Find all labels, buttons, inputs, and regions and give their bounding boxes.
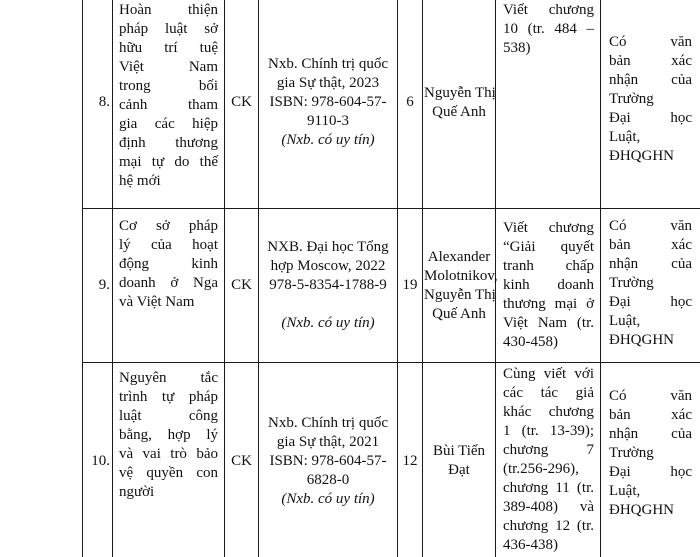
contribution-cell: [496, 0, 601, 209]
book-title-line: cảnh tham: [119, 97, 218, 113]
contribution-line: 430-458): [503, 334, 558, 350]
table-row: [83, 0, 700, 209]
page-count: 6: [398, 0, 423, 209]
book-title-line: trình tự pháp: [119, 389, 218, 405]
book-title-line: định thương: [119, 135, 218, 151]
publisher-cell: [259, 209, 398, 363]
contribution-cell: [496, 209, 601, 363]
contribution-line: 389-408) và: [503, 499, 594, 515]
table-body: [83, 0, 700, 557]
book-title-line: bằng, hợp lý: [119, 427, 218, 443]
confirmation-note-cell: [601, 209, 700, 363]
contribution-line: chương 7: [503, 442, 594, 458]
row-number: 10.: [83, 363, 113, 557]
book-title-line: doanh ở Nga: [119, 275, 218, 291]
publisher-line: 6828-0: [306, 471, 350, 488]
confirmation-note-line: nhận của: [609, 72, 692, 88]
book-title-line: động kinh: [119, 256, 218, 272]
confirmation-note-line: Trường: [609, 91, 654, 107]
publisher-line: Nxb. Chính trị quốc: [268, 56, 388, 72]
book-type: CK: [225, 0, 259, 209]
book-type: CK: [225, 209, 259, 363]
authors-cell: [423, 363, 496, 557]
contribution-line: 538): [503, 40, 531, 56]
contribution-line: 436-438): [503, 537, 558, 553]
book-title-cell: [113, 363, 225, 557]
book-title-line: Hoàn thiện: [119, 2, 218, 18]
publisher-line: Nxb. Chính trị quốc: [268, 414, 388, 431]
publisher-cell: [259, 0, 398, 209]
row-number: 8.: [83, 0, 113, 209]
contribution-line: tranh chấp: [503, 258, 594, 274]
author-line: Bùi Tiến: [432, 443, 486, 459]
confirmation-note-line: bản xác: [609, 407, 692, 423]
publisher-note: (Nxb. có uy tín): [281, 315, 375, 331]
confirmation-note-line: nhận của: [609, 256, 692, 272]
confirmation-note-line: Trường: [609, 275, 654, 291]
book-title-line: vệ quyền con: [119, 465, 218, 481]
confirmation-note-line: Đại học: [609, 294, 692, 310]
author-line: Nguyễn Thị: [424, 286, 496, 303]
book-title-line: gia các hiệp: [119, 116, 218, 132]
contribution-line: Việt Nam (tr.: [503, 315, 594, 331]
confirmation-note-line: bản xác: [609, 53, 692, 69]
book-type: CK: [225, 363, 259, 557]
contribution-line: 1 (tr. 13-39);: [503, 423, 594, 439]
contribution-line: chương 11 (tr.: [503, 480, 594, 496]
book-title-line: Nguyên tắc: [119, 370, 218, 386]
contribution-line: các tác giả: [503, 385, 594, 401]
publisher-line: hợp Moscow, 2022: [270, 258, 386, 274]
book-title-line: mại tự do thế: [119, 154, 218, 170]
book-title-line: và vai trò bảo: [119, 446, 218, 462]
contribution-cell: [496, 363, 601, 557]
author-line: Molotnikov,: [424, 267, 498, 284]
confirmation-note-line: Luật,: [609, 483, 641, 499]
book-title-line: hữu trí tuệ: [119, 40, 218, 56]
contribution-line: Viết chương: [503, 2, 594, 18]
publisher-line: NXB. Đại học Tổng: [267, 239, 389, 255]
confirmation-note-line: Đại học: [609, 110, 692, 126]
book-title-line: trong bối: [119, 78, 218, 94]
book-title-line: người: [119, 484, 155, 500]
publisher-note: (Nxb. có uy tín): [281, 132, 375, 148]
book-title-line: Cơ sở pháp: [119, 218, 218, 234]
publisher-spacer: [261, 295, 395, 314]
page-count: 19: [398, 209, 423, 363]
contribution-line: Viết chương: [503, 220, 594, 236]
confirmation-note-line: ĐHQGHN: [609, 502, 674, 518]
publisher-line: ISBN: 978-604-57-: [269, 94, 387, 110]
confirmation-note-line: Có văn: [609, 34, 692, 50]
book-title-line: pháp luật sở: [119, 21, 218, 37]
confirmation-note-line: Luật,: [609, 313, 641, 329]
contribution-line: 10 (tr. 484 –: [503, 21, 594, 37]
confirmation-note-line: Đại học: [609, 464, 692, 480]
publications-table: [82, 0, 700, 557]
confirmation-note-line: Luật,: [609, 129, 641, 145]
confirmation-note-line: bản xác: [609, 237, 692, 253]
contribution-line: thương mại ở: [503, 296, 594, 312]
confirmation-note-line: Có văn: [609, 218, 692, 234]
publisher-line: 978-5-8354-1788-9: [269, 277, 387, 293]
page-count: 12: [398, 363, 423, 557]
publisher-line: gia Sự thật, 2023: [276, 75, 380, 91]
confirmation-note-line: Có văn: [609, 388, 692, 404]
confirmation-note-cell: [601, 363, 700, 557]
book-title-line: hệ mới: [119, 173, 161, 189]
publisher-line: 9110-3: [307, 113, 349, 129]
author-line: Quế Anh: [432, 103, 486, 120]
confirmation-note-line: ĐHQGHN: [609, 332, 674, 348]
contribution-line: chương 12 (tr.: [503, 518, 594, 534]
author-line: Đạt: [448, 462, 470, 478]
publisher-line: ISBN: 978-604-57-: [269, 452, 387, 469]
contribution-line: kinh doanh: [503, 277, 594, 293]
table-row: [83, 363, 700, 557]
book-title-line: lý của hoạt: [119, 237, 218, 253]
contribution-line: (tr.256-296),: [503, 461, 579, 477]
confirmation-note-cell: [601, 0, 700, 209]
publisher-line: gia Sự thật, 2021: [276, 433, 380, 450]
row-number: 9.: [83, 209, 113, 363]
author-line: Quế Anh: [432, 305, 486, 322]
book-title-cell: [113, 0, 225, 209]
author-line: Nguyễn Thị: [424, 84, 496, 101]
publisher-cell: [259, 363, 398, 557]
authors-cell: [423, 209, 496, 363]
contribution-line: khác chương: [503, 404, 594, 420]
confirmation-note-line: nhận của: [609, 426, 692, 442]
contribution-line: “Giải quyết: [503, 239, 594, 255]
authors-cell: [423, 0, 496, 209]
table-row: [83, 209, 700, 363]
book-title-line: và Việt Nam: [119, 294, 195, 310]
book-title-line: Việt Nam: [119, 59, 218, 75]
publisher-note: (Nxb. có uy tín): [281, 490, 375, 507]
book-title-cell: [113, 209, 225, 363]
confirmation-note-line: Trường: [609, 445, 654, 461]
book-title-line: luật công: [119, 408, 218, 424]
author-line: Alexander: [427, 248, 491, 265]
confirmation-note-line: ĐHQGHN: [609, 148, 674, 164]
contribution-line: Cùng viết với: [503, 366, 594, 382]
